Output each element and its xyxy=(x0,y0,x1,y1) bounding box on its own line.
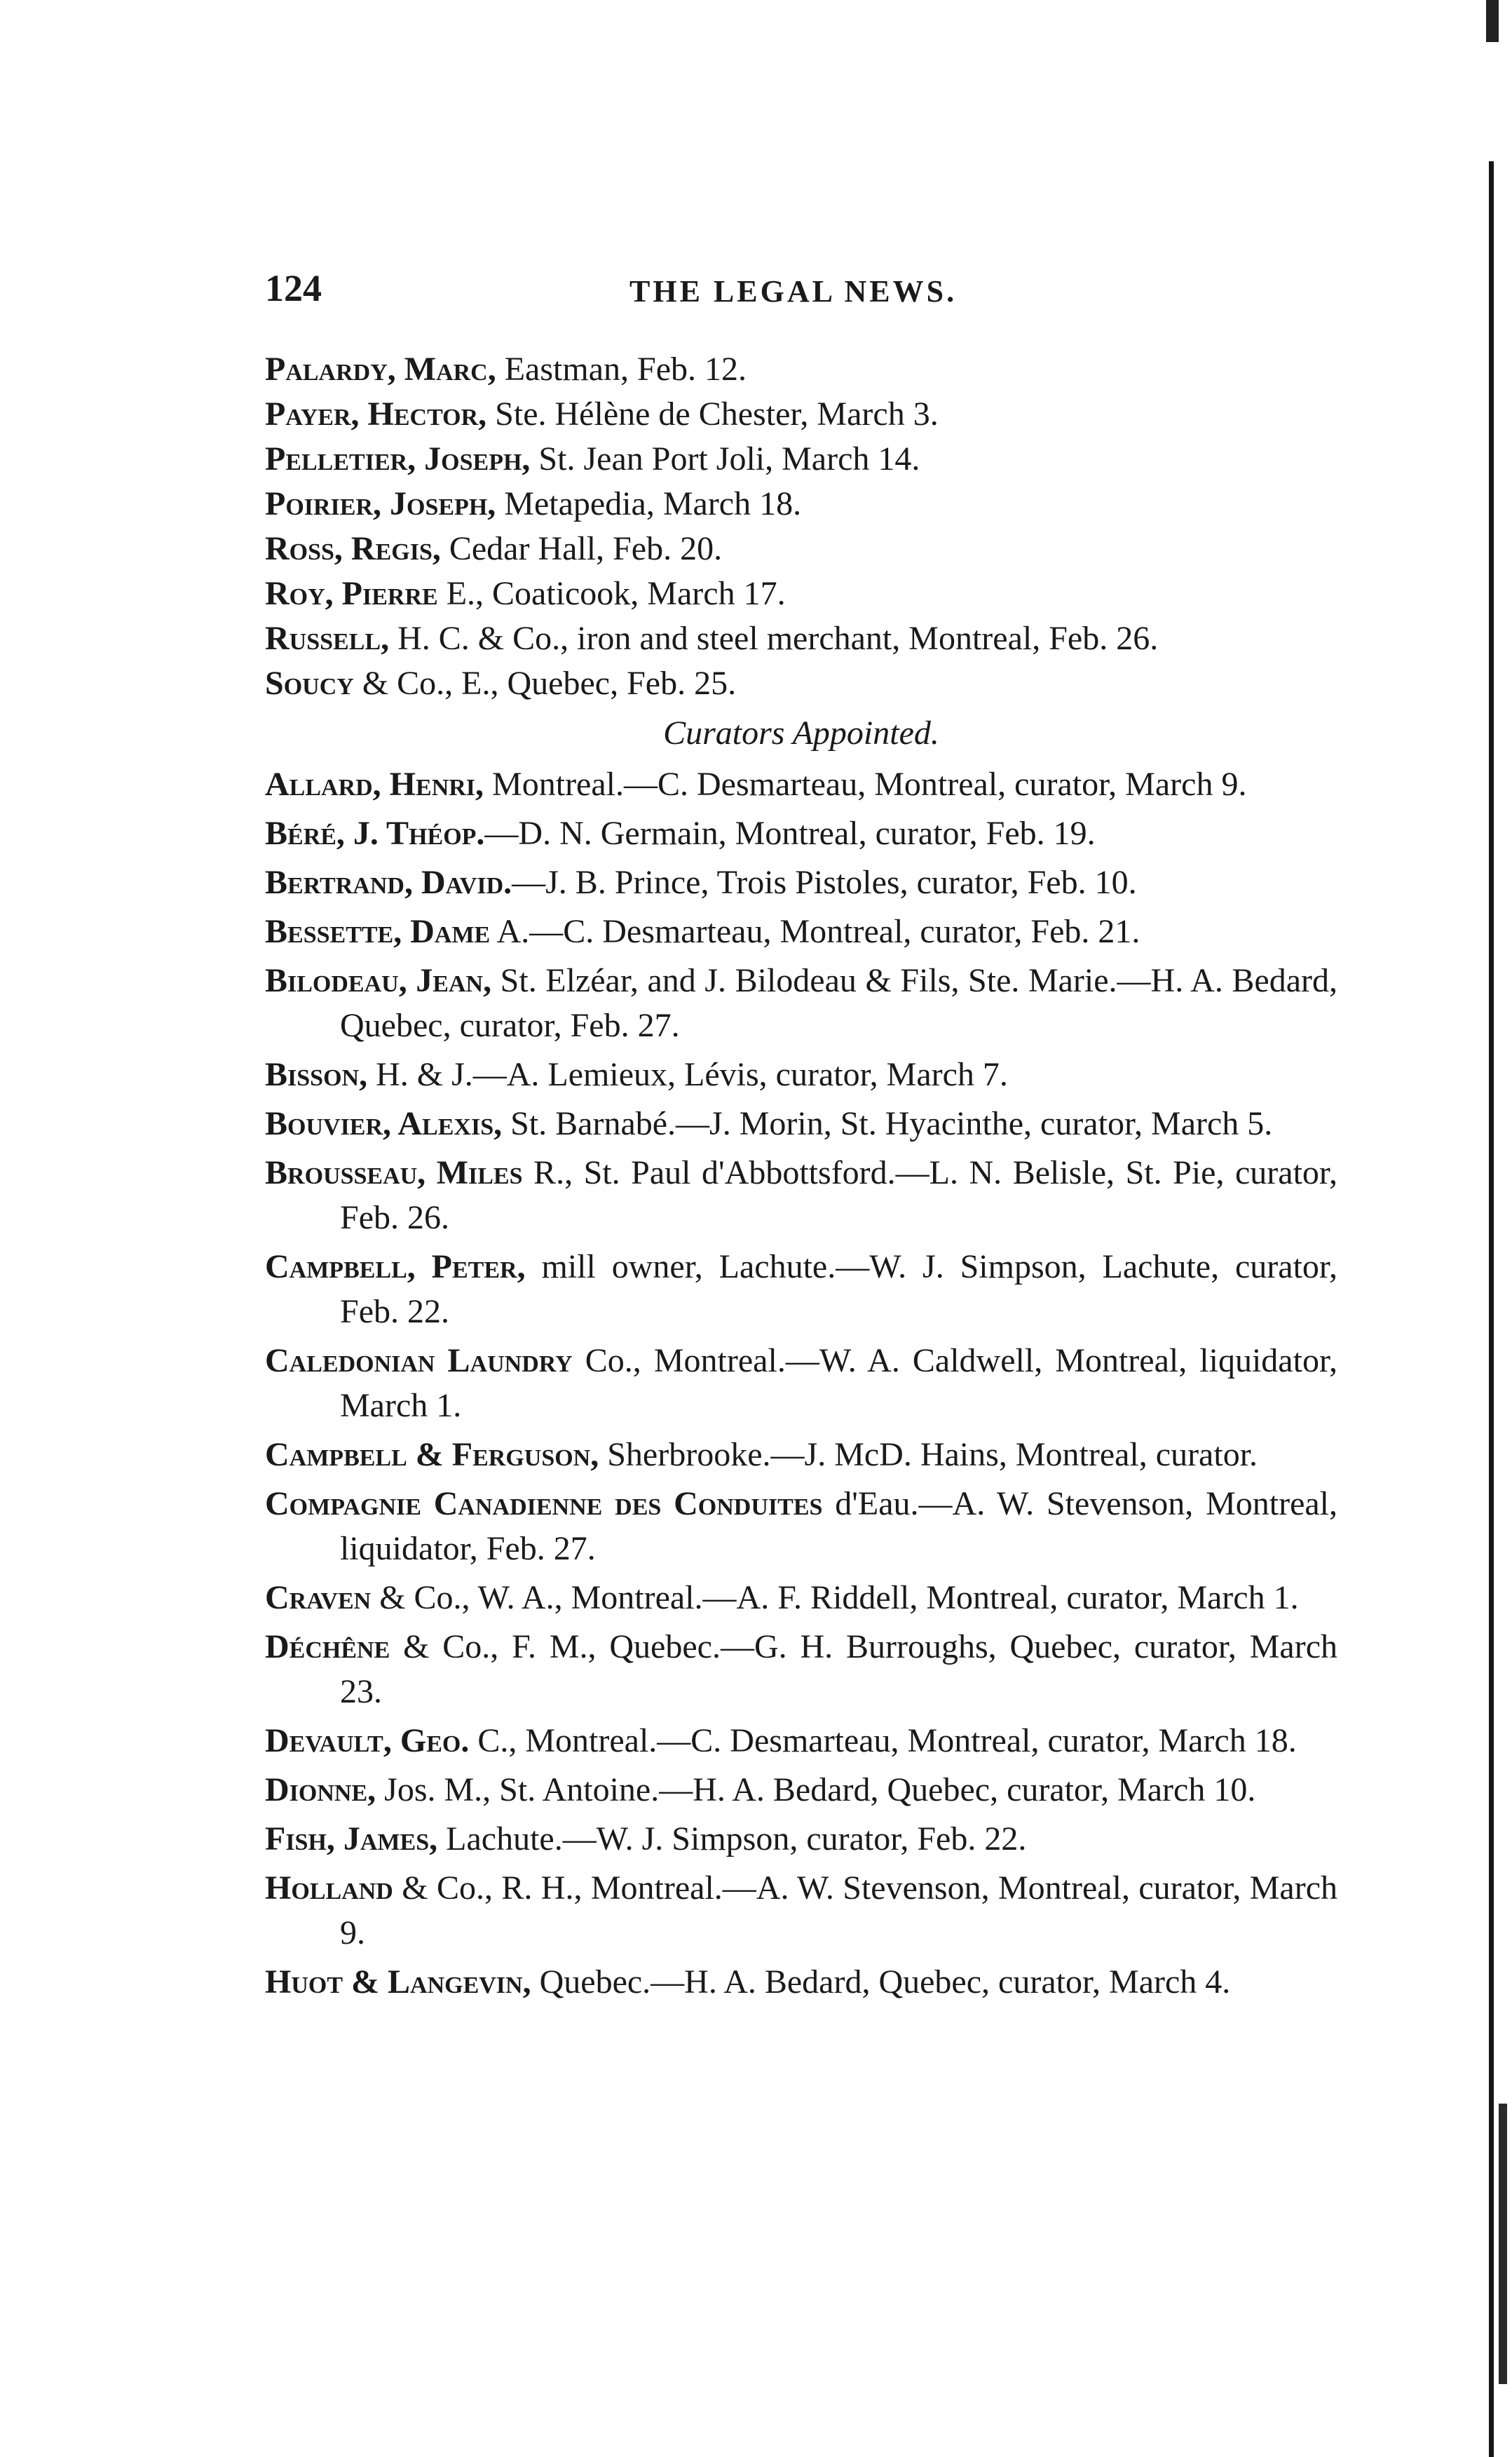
list-entry xyxy=(265,661,1337,706)
list-entry xyxy=(265,1245,1337,1334)
entry-text: & Co., F. M., Quebec.—G. H. Burroughs, Quebec, curator, March 23. xyxy=(340,1628,1337,1710)
entry-name: Déchêne xyxy=(265,1628,390,1665)
entry-name: Bilodeau, Jean, xyxy=(265,962,492,999)
entry-name: Huot & Langevin, xyxy=(265,1963,531,2001)
list-entry xyxy=(265,762,1337,807)
entry-text: Quebec.—H. A. Bedard, Quebec, curator, March 4. xyxy=(531,1963,1231,2001)
entry-text: Ste. Hélène de Chester, March 3. xyxy=(486,395,939,433)
entry-text: St. Barnabé.—J. Morin, St. Hyacinthe, curator, March 5. xyxy=(502,1105,1273,1142)
entry-text: Montreal.—C. Desmarteau, Montreal, curator, March 9. xyxy=(484,766,1247,803)
entry-text: C., Montreal.—C. Desmarteau, Montreal, curator, March 18. xyxy=(469,1722,1297,1759)
entry-name: Dionne, xyxy=(265,1771,376,1808)
entry-name: Craven xyxy=(265,1579,372,1616)
insolvency-list xyxy=(265,347,1337,706)
entry-text: & Co., R. H., Montreal.—A. W. Stevenson, Montreal, curator, March 9. xyxy=(340,1869,1337,1951)
entry-name: Devault, Geo. xyxy=(265,1722,470,1759)
entry-name: Allard, Henri, xyxy=(265,766,484,803)
entry-name: Bertrand, David. xyxy=(265,864,512,901)
entry-name: Bouvier, Alexis, xyxy=(265,1105,503,1142)
entry-text: Lachute.—W. J. Simpson, curator, Feb. 22. xyxy=(437,1820,1027,1857)
entry-text: E., Coaticook, March 17. xyxy=(437,575,786,612)
entry-name: Bessette, Dame xyxy=(265,913,491,950)
entry-name: Palardy, Marc, xyxy=(265,351,496,388)
section-subheading: Curators Appointed. xyxy=(663,715,939,752)
list-entry xyxy=(265,1102,1337,1146)
list-entry xyxy=(265,347,1337,392)
list-entry xyxy=(265,571,1337,616)
entry-name: Pelletier, Joseph, xyxy=(265,440,531,478)
list-entry xyxy=(265,811,1337,856)
list-entry xyxy=(265,616,1337,661)
edge-rule xyxy=(1489,161,1494,2457)
list-entry xyxy=(265,437,1337,482)
list-entry xyxy=(265,1625,1337,1714)
entry-name: Holland xyxy=(265,1869,393,1907)
running-title: THE LEGAL NEWS. xyxy=(629,274,958,309)
entry-name: Compagnie Canadienne des Conduites xyxy=(265,1485,823,1522)
page-content xyxy=(265,347,1337,2005)
entry-text: H. C. & Co., iron and steel merchant, Montreal, Feb. 26. xyxy=(389,620,1159,657)
entry-name: Fish, James, xyxy=(265,1820,438,1857)
list-entry xyxy=(265,1482,1337,1571)
list-entry xyxy=(265,1960,1337,2005)
entry-name: Campbell, Peter, xyxy=(265,1248,526,1285)
list-entry xyxy=(265,1719,1337,1764)
list-entry xyxy=(265,1768,1337,1813)
list-entry xyxy=(265,1052,1337,1097)
entry-name: Roy, Pierre xyxy=(265,575,438,612)
entry-name: Payer, Hector, xyxy=(265,395,487,433)
entry-name: Russell, xyxy=(265,620,390,657)
edge-notch xyxy=(1499,2104,1507,2384)
list-entry xyxy=(265,392,1337,437)
list-entry xyxy=(265,482,1337,527)
list-entry xyxy=(265,1817,1337,1862)
entry-text: R., St. Paul d'Abbottsford.—L. N. Belisle, St. Pie, curator, Feb. 26. xyxy=(340,1154,1337,1236)
page-number: 124 xyxy=(265,267,322,309)
entry-name: Brousseau, Miles xyxy=(265,1154,523,1191)
entry-text: —J. B. Prince, Trois Pistoles, curator, Feb. 10. xyxy=(512,864,1137,901)
entry-text: H. & J.—A. Lemieux, Lévis, curator, March 7. xyxy=(367,1056,1008,1093)
entry-text: Eastman, Feb. 12. xyxy=(496,351,747,388)
list-entry xyxy=(265,527,1337,571)
entry-name: Ross, Regis, xyxy=(265,530,441,567)
entry-name: Campbell & Ferguson, xyxy=(265,1436,599,1473)
list-entry xyxy=(265,1866,1337,1956)
entry-text: —D. N. Germain, Montreal, curator, Feb. 19. xyxy=(484,815,1096,852)
entry-text: Sherbrooke.—J. McD. Hains, Montreal, curator. xyxy=(599,1436,1258,1473)
entry-text: St. Elzéar, and J. Bilodeau & Fils, Ste. Marie.—H. A. Bedard, Quebec, curator, Feb. 27. xyxy=(340,962,1337,1044)
entry-text: mill owner, Lachute.—W. J. Simpson, Lachute, curator, Feb. 22. xyxy=(340,1248,1337,1330)
entry-text: Jos. M., St. Antoine.—H. A. Bedard, Quebec, curator, March 10. xyxy=(376,1771,1256,1808)
entry-name: Soucy xyxy=(265,665,354,702)
page-header xyxy=(265,266,1344,316)
entry-text: St. Jean Port Joli, March 14. xyxy=(530,440,920,478)
entry-text: d'Eau.—A. W. Stevenson, Montreal, liquidator, Feb. 27. xyxy=(340,1485,1338,1567)
entry-name: Bisson, xyxy=(265,1056,368,1093)
edge-mark xyxy=(1486,0,1499,42)
list-entry xyxy=(265,1433,1337,1477)
entry-text: & Co., W. A., Montreal.—A. F. Riddell, Montreal, curator, March 1. xyxy=(371,1579,1299,1616)
entry-text: Metapedia, March 18. xyxy=(496,485,802,522)
list-entry xyxy=(265,909,1337,954)
entry-name: Caledonian Laundry xyxy=(265,1342,573,1379)
list-entry xyxy=(265,1576,1337,1620)
entry-text: Co., Montreal.—W. A. Caldwell, Montreal, liquidator, March 1. xyxy=(340,1342,1338,1424)
entry-name: Poirier, Joseph, xyxy=(265,485,496,522)
page-edge-binding xyxy=(1458,0,1512,2457)
list-entry xyxy=(265,959,1337,1048)
list-entry xyxy=(265,860,1337,905)
list-entry xyxy=(265,1151,1337,1240)
entry-name: Béré, J. Théop. xyxy=(265,815,485,852)
entry-text: & Co., E., Quebec, Feb. 25. xyxy=(353,665,737,702)
entry-text: A.—C. Desmarteau, Montreal, curator, Feb. 21. xyxy=(490,913,1140,950)
curators-list xyxy=(265,762,1337,2005)
list-entry xyxy=(265,1339,1337,1428)
entry-text: Cedar Hall, Feb. 20. xyxy=(440,530,723,567)
